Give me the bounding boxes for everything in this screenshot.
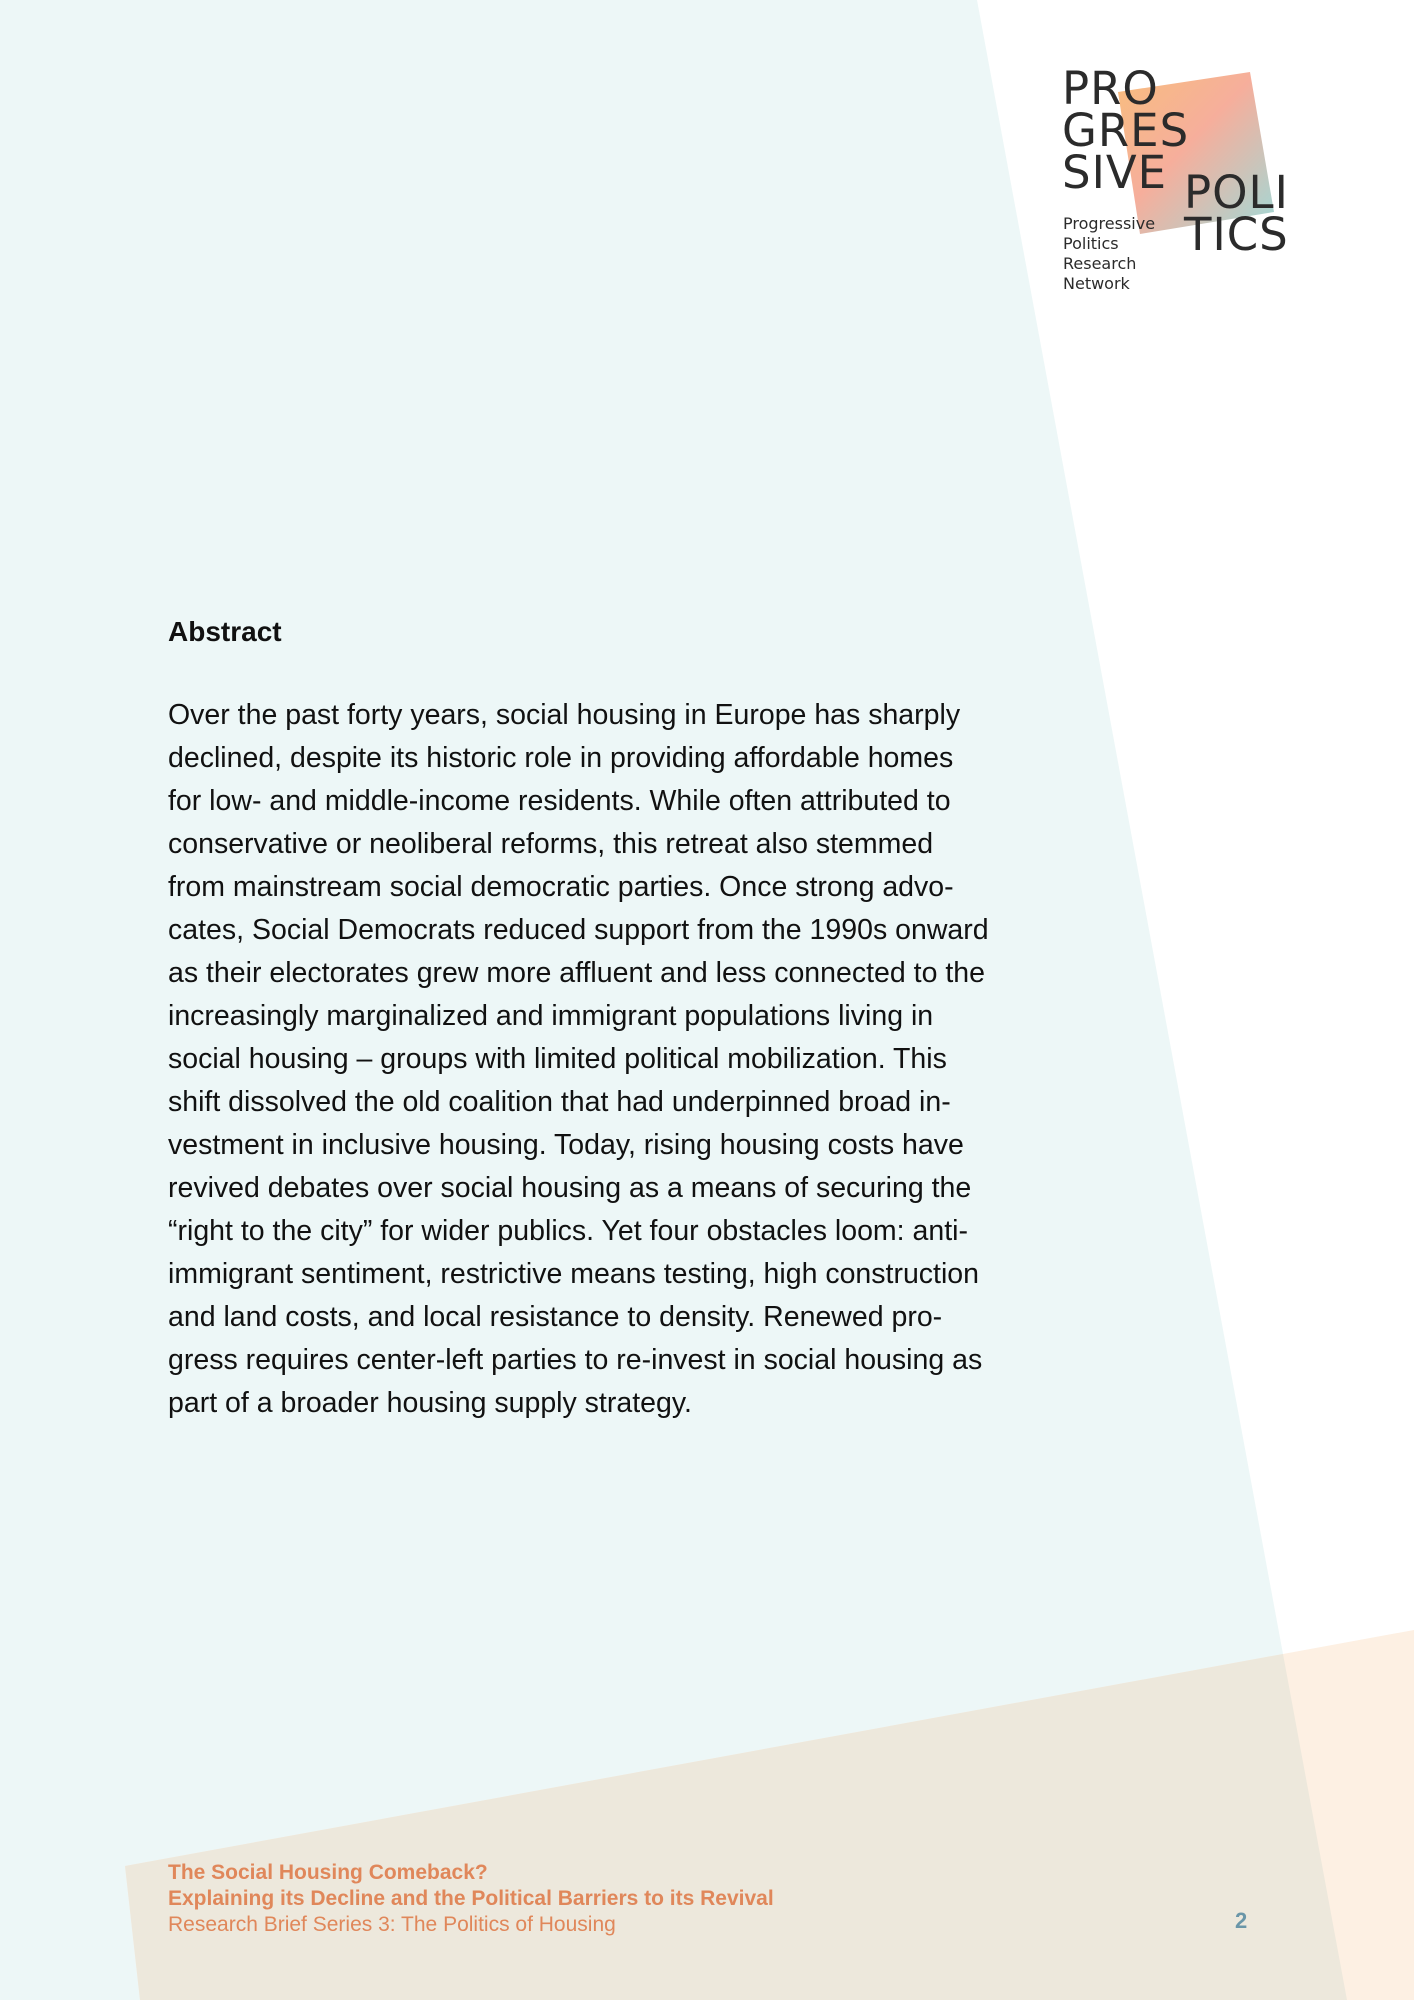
progressive-politics-logo <box>1058 62 1298 302</box>
logo-line: GRES <box>1062 104 1190 157</box>
footer-series: Research Brief Series 3: The Politics of Housing <box>168 1913 616 1936</box>
page-footer <box>168 1860 774 1938</box>
abstract-line: part of a broader housing supply strategy. <box>168 1387 692 1419</box>
abstract-section <box>168 616 1068 1425</box>
abstract-heading: Abstract <box>168 616 282 647</box>
logo-wordmark-right <box>1184 166 1289 261</box>
abstract-line: revived debates over social housing as a means of securing the <box>168 1172 972 1204</box>
logo-line: SIVE <box>1062 146 1168 199</box>
logo-line: POLI <box>1184 166 1289 219</box>
abstract-line: vestment in inclusive housing. Today, rising housing costs have <box>168 1129 964 1161</box>
logo-subtitle-line: Progressive <box>1063 214 1156 233</box>
footer-subtitle: Explaining its Decline and the Political Barriers to its Revival <box>168 1887 774 1910</box>
abstract-line: from mainstream social democratic parties. Once strong advo- <box>168 871 954 903</box>
abstract-line: cates, Social Democrats reduced support from the 1990s onward <box>168 914 989 946</box>
logo-line: PRO <box>1062 62 1159 115</box>
abstract-line: social housing – groups with limited political mobilization. This <box>168 1043 947 1075</box>
footer-title: The Social Housing Comeback? <box>168 1861 488 1884</box>
abstract-line: as their electorates grew more affluent and less connected to the <box>168 957 985 989</box>
abstract-line: and land costs, and local resistance to density. Renewed pro- <box>168 1301 943 1333</box>
abstract-line: immigrant sentiment, restrictive means testing, high construction <box>168 1258 979 1290</box>
abstract-body <box>168 694 1068 1425</box>
abstract-line: “right to the city” for wider publics. Yet four obstacles loom: anti- <box>168 1215 968 1247</box>
abstract-line: Over the past forty years, social housing in Europe has sharply <box>168 699 961 731</box>
logo-subtitle-line: Politics <box>1063 234 1119 253</box>
page-number: 2 <box>1235 1908 1248 1933</box>
logo-line: TICS <box>1184 208 1289 261</box>
abstract-line: gress requires center-left parties to re-invest in social housing as <box>168 1344 983 1376</box>
logo-subtitle <box>1063 214 1155 294</box>
logo-wordmark-left <box>1062 62 1190 199</box>
logo-subtitle-line: Research <box>1063 254 1137 273</box>
abstract-line: shift dissolved the old coalition that had underpinned broad in- <box>168 1086 951 1118</box>
abstract-line: conservative or neoliberal reforms, this retreat also stemmed <box>168 828 934 860</box>
logo-subtitle-line: Network <box>1063 274 1130 293</box>
abstract-line: for low- and middle-income residents. While often attributed to <box>168 785 951 817</box>
abstract-line: declined, despite its historic role in providing affordable homes <box>168 742 954 774</box>
abstract-line: increasingly marginalized and immigrant populations living in <box>168 1000 934 1032</box>
